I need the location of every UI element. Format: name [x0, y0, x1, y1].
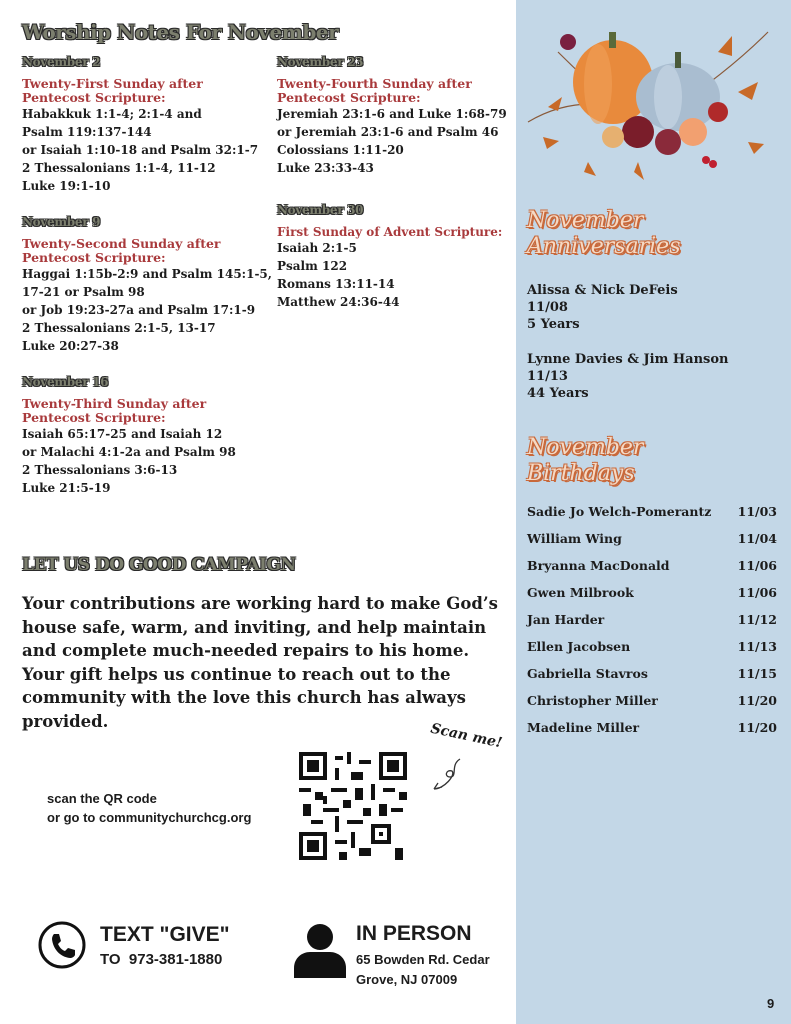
anniversary-item — [527, 351, 728, 402]
birthday-row — [527, 720, 777, 747]
reading: Psalm 122 — [277, 259, 348, 273]
reading: Jeremiah 23:1-6 and Luke 1:68-79 — [277, 107, 507, 121]
birthday-date: 11/04 — [737, 531, 777, 546]
service-title: Twenty-First Sunday after Pentecost Scripture: — [22, 76, 203, 105]
service-nov-23 — [277, 55, 517, 177]
address-line: Grove, NJ 07009 — [356, 972, 458, 987]
church-address — [356, 950, 490, 990]
service-date: November 16 — [22, 375, 109, 389]
page-title: Worship Notes For November — [22, 20, 339, 44]
reading: Isaiah 2:1-5 — [277, 241, 357, 255]
service-nov-9 — [22, 215, 272, 355]
birthday-name: Sadie Jo Welch-Pomerantz — [527, 504, 712, 519]
reading: or Job 19:23-27a and Psalm 17:1-9 — [22, 303, 256, 317]
heading-line: November — [527, 435, 644, 460]
birthday-row — [527, 612, 777, 639]
service-date: November 23 — [277, 55, 364, 69]
service-nov-2 — [22, 55, 272, 195]
reading: Colossians 1:11-20 — [277, 143, 404, 157]
birthday-date: 11/20 — [737, 693, 777, 708]
anniversary-date: 11/08 — [527, 300, 568, 315]
arrow-icon — [430, 755, 470, 795]
reading: Luke 23:33-43 — [277, 161, 374, 175]
service-date: November 9 — [22, 215, 101, 229]
birthday-name: Christopher Miller — [527, 693, 658, 708]
service-title: First Sunday of Advent Scripture: — [277, 225, 503, 239]
qr-instructions — [47, 789, 251, 827]
birthday-row — [527, 585, 777, 612]
scan-me-label: Scan me! — [429, 720, 504, 752]
birthday-row — [527, 693, 777, 720]
service-nov-30 — [277, 203, 517, 311]
text-give-number[interactable]: TO 973-381-1880 — [100, 951, 223, 968]
phone-icon — [38, 921, 86, 969]
qr-line: scan the QR code — [47, 791, 157, 806]
worship-column-right — [277, 55, 517, 331]
reading: Psalm 119:137-144 — [22, 125, 152, 139]
birthday-date: 11/06 — [737, 585, 777, 600]
anniversary-names: Lynne Davies & Jim Hanson — [527, 352, 729, 367]
worship-column-left — [22, 55, 272, 517]
birthdays-heading — [527, 435, 643, 487]
qr-code[interactable] — [299, 752, 407, 860]
birthday-name: Gabriella Stavros — [527, 666, 648, 681]
service-title: Twenty-Third Sunday after Pentecost Scripture: — [22, 396, 207, 425]
service-nov-16 — [22, 375, 272, 497]
reading: or Jeremiah 23:1-6 and Psalm 46 — [277, 125, 499, 139]
heading-line: Anniversaries — [527, 234, 681, 259]
service-date: November 2 — [22, 55, 101, 69]
reading: Isaiah 65:17-25 and Isaiah 12 — [22, 427, 223, 441]
birthday-date: 11/12 — [737, 612, 777, 627]
reading: 17-21 or Psalm 98 — [22, 285, 145, 299]
birthday-list — [527, 504, 777, 747]
reading: or Isaiah 1:10-18 and Psalm 32:1-7 — [22, 143, 259, 157]
in-person-title: IN PERSON — [356, 922, 472, 945]
reading: 2 Thessalonians 1:1-4, 11-12 — [22, 161, 216, 175]
birthday-date: 11/13 — [737, 639, 777, 654]
birthday-row — [527, 639, 777, 666]
birthday-row — [527, 504, 777, 531]
anniversary-names: Alissa & Nick DeFeis — [527, 283, 678, 298]
reading: Haggai 1:15b-2:9 and Psalm 145:1-5, — [22, 267, 272, 281]
birthday-name: Ellen Jacobsen — [527, 639, 631, 654]
anniversary-date: 11/13 — [527, 369, 568, 384]
reading: 2 Thessalonians 3:6-13 — [22, 463, 178, 477]
birthday-date: 11/06 — [737, 558, 777, 573]
birthday-row — [527, 531, 777, 558]
anniversaries-heading — [527, 208, 681, 260]
birthday-name: Jan Harder — [527, 612, 605, 627]
reading: or Malachi 4:1-2a and Psalm 98 — [22, 445, 236, 459]
campaign-text: Your contributions are working hard to make God’s house safe, warm, and inviting, and help maintain and complete much-needed repairs to his home. Your gift helps us continue to reach out to the community with the love this church has always provided. — [22, 594, 498, 731]
reading: Luke 19:1-10 — [22, 179, 111, 193]
text-give-title: TEXT "GIVE" — [100, 923, 230, 946]
address-line: 65 Bowden Rd. Cedar — [356, 952, 490, 967]
heading-line: November — [527, 208, 644, 233]
birthday-name: Madeline Miller — [527, 720, 640, 735]
reading: Habakkuk 1:1-4; 2:1-4 and — [22, 107, 202, 121]
reading: Luke 20:27-38 — [22, 339, 119, 353]
reading: Matthew 24:36-44 — [277, 295, 400, 309]
reading: Romans 13:11-14 — [277, 277, 395, 291]
person-icon — [292, 922, 348, 978]
reading: Luke 21:5-19 — [22, 481, 111, 495]
birthday-date: 11/15 — [737, 666, 777, 681]
birthday-date: 11/03 — [737, 504, 777, 519]
autumn-pumpkin-illustration — [518, 12, 786, 192]
birthday-name: Bryanna MacDonald — [527, 558, 670, 573]
heading-line: Birthdays — [527, 461, 635, 486]
reading: 2 Thessalonians 2:1-5, 13-17 — [22, 321, 216, 335]
anniversary-item — [527, 282, 678, 333]
service-date: November 30 — [277, 203, 364, 217]
website-link[interactable]: or go to communitychurchcg.org — [47, 810, 252, 825]
campaign-heading: LET US DO GOOD CAMPAIGN — [22, 555, 296, 575]
birthday-row — [527, 558, 777, 585]
birthday-name: Gwen Milbrook — [527, 585, 634, 600]
anniversary-years: 44 Years — [527, 386, 589, 401]
birthday-date: 11/20 — [737, 720, 777, 735]
service-title: Twenty-Second Sunday after Pentecost Scripture: — [22, 236, 221, 265]
service-title: Twenty-Fourth Sunday after Pentecost Scripture: — [277, 76, 472, 105]
page-number: 9 — [767, 996, 775, 1011]
anniversary-years: 5 Years — [527, 317, 580, 332]
birthday-row — [527, 666, 777, 693]
birthday-name: William Wing — [527, 531, 622, 546]
